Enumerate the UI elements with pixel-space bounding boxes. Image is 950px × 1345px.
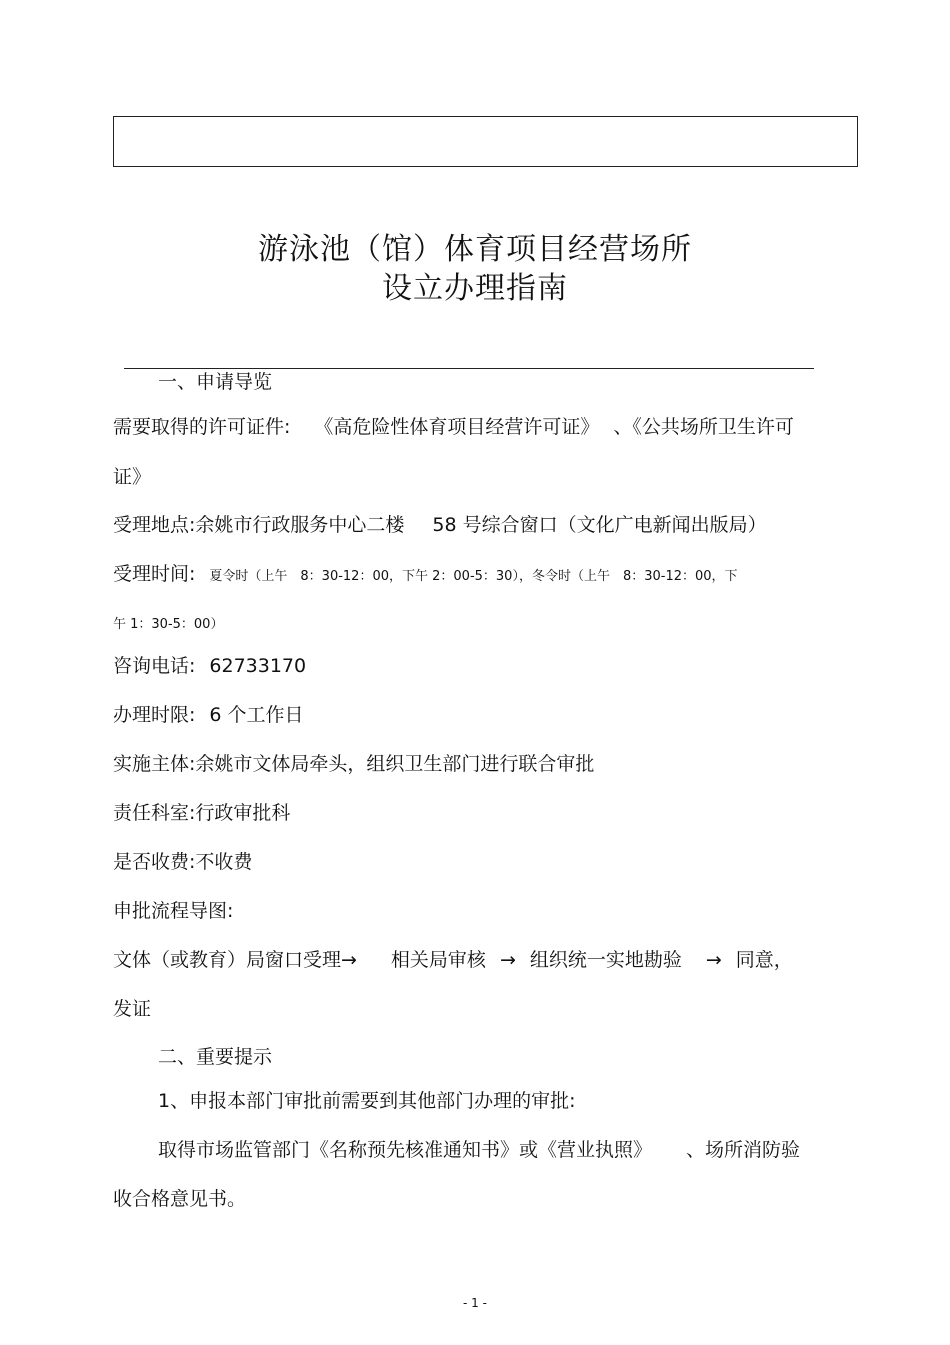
hours-line bbox=[113, 562, 738, 586]
duration-line bbox=[113, 703, 304, 727]
phone-line bbox=[113, 654, 306, 678]
phone-label: 咨询电话: bbox=[113, 655, 196, 677]
section1-heading: 一、申请导览 bbox=[158, 371, 273, 393]
location-b: 58 号综合窗口（文化广电新闻出版局） bbox=[432, 514, 767, 536]
location-line bbox=[113, 513, 767, 537]
flow-step5: 发证 bbox=[113, 998, 152, 1020]
header-box bbox=[113, 116, 858, 167]
body-line bbox=[113, 752, 594, 776]
license-value-a: 《高危险性体育项目经营许可证》 bbox=[314, 416, 600, 438]
body-value: 余姚市文体局牵头，组织卫生部门进行联合审批 bbox=[195, 753, 595, 775]
fee-line bbox=[113, 850, 252, 874]
item1-title: 1、申报本部门审批前需要到其他部门办理的审批: bbox=[158, 1090, 576, 1112]
item1-text-c: 收合格意见书。 bbox=[113, 1188, 247, 1210]
location-label: 受理地点: bbox=[113, 514, 196, 536]
fee-value: 不收费 bbox=[195, 851, 253, 873]
page-number: - 1 - bbox=[463, 1296, 487, 1310]
hours-a: 夏令时（上午 8：30-12：00，下午 2：00-5：30），冬令时（上午 8：30-12：00，下 bbox=[209, 569, 738, 584]
body-label: 实施主体: bbox=[113, 753, 196, 775]
flow-label: 申批流程导图: bbox=[113, 900, 234, 922]
duration-label: 办理时限: bbox=[113, 704, 196, 726]
flow-step2: 相关局审核 bbox=[390, 949, 486, 971]
flow-arrow3: → bbox=[705, 949, 722, 971]
item1-text-b: 、场所消防验 bbox=[686, 1139, 801, 1161]
phone-value: 62733170 bbox=[209, 655, 307, 677]
license-line bbox=[113, 415, 794, 439]
item1-text-a: 取得市场监管部门《名称预先核准通知书》或《营业执照》 bbox=[158, 1139, 653, 1161]
flow-arrow2: → bbox=[499, 949, 516, 971]
dept-value: 行政审批科 bbox=[195, 802, 291, 824]
license-value-b: 、《公共场所卫生许可 bbox=[613, 416, 794, 438]
dept-line bbox=[113, 801, 290, 825]
flow-step3: 组织统一实地勘验 bbox=[529, 949, 682, 971]
dept-label: 责任科室: bbox=[113, 802, 196, 824]
flow-step1: 文体（或教育）局窗口受理→ bbox=[113, 949, 357, 971]
item1-line bbox=[158, 1138, 800, 1162]
hours-b: 午 1：30-5：00） bbox=[113, 617, 224, 632]
hours-label: 受理时间: bbox=[113, 563, 196, 585]
title-divider bbox=[124, 368, 814, 369]
fee-label: 是否收费: bbox=[113, 851, 196, 873]
license-label: 需要取得的许可证件: bbox=[113, 416, 291, 438]
duration-value: 6 个工作日 bbox=[209, 704, 304, 726]
flow-line bbox=[113, 948, 793, 972]
document-title-line2: 设立办理指南 bbox=[382, 271, 568, 306]
location-a: 余姚市行政服务中心二楼 bbox=[195, 514, 405, 536]
license-value-c: 证》 bbox=[113, 466, 152, 488]
flow-step4: 同意， bbox=[735, 949, 793, 971]
document-title-line1: 游泳池（馆）体育项目经营场所 bbox=[258, 232, 692, 267]
section2-heading: 二、重要提示 bbox=[158, 1046, 273, 1068]
